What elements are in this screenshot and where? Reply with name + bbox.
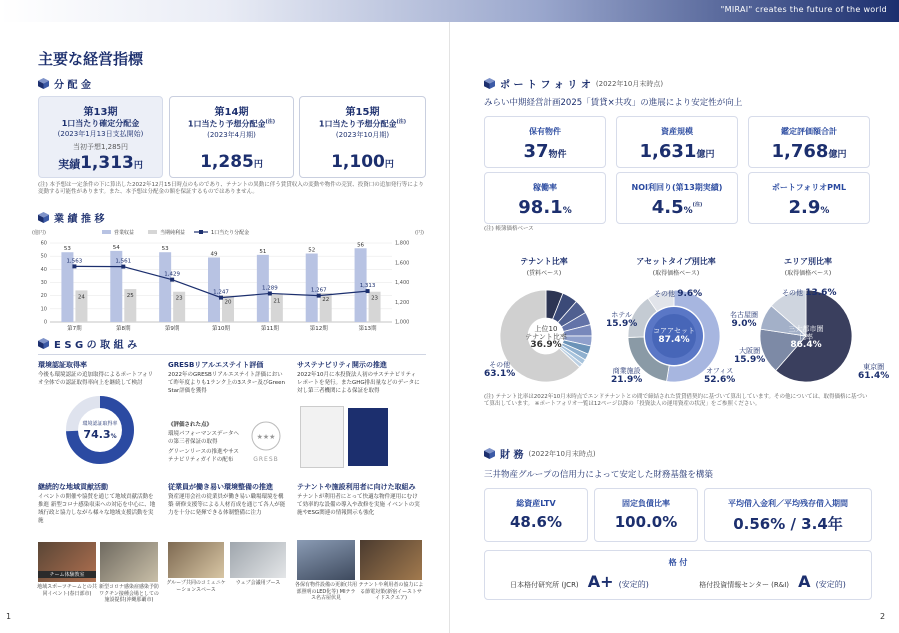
portfolio-heading <box>484 76 663 91</box>
kpi-ltv <box>484 488 588 542</box>
pie-label-name: その他 <box>489 361 511 369</box>
pie-center-l2: テナント比率 <box>525 332 567 341</box>
header-band <box>0 0 899 22</box>
legend-label-dps: 1口当たり分配金 <box>211 230 250 236</box>
page-number-left: 1 <box>6 612 12 621</box>
pie-label-name: オフィス <box>706 367 734 375</box>
card-prefix: 実績 <box>58 158 81 171</box>
right-tick-label: 1,200 <box>395 299 410 306</box>
bar-revenue-label: 51 <box>259 248 267 255</box>
pie-label-name: その他 <box>782 289 803 297</box>
dps-marker <box>317 294 321 298</box>
pie-center-value: 87.4% <box>658 334 690 345</box>
svg-text:74.3% <box>83 428 116 441</box>
bar-revenue-label: 54 <box>112 244 120 251</box>
kpi-value: 1,631 <box>639 141 697 162</box>
kpi-unit: 物件 <box>548 150 567 160</box>
photo-web-booth <box>230 542 286 578</box>
esg-subitem-2b: グリーンリースの推進やサステナビリティガイドの配布 <box>168 449 239 463</box>
pie-label-value: 63.1% <box>484 368 516 379</box>
dps-label: 1,247 <box>213 289 229 296</box>
left-tick-label: 20 <box>40 293 47 300</box>
kpi-asset-size <box>616 116 738 168</box>
kpi-unit: 億円 <box>696 150 715 160</box>
portfolio-as-of: (2022年10月末時点) <box>595 79 664 88</box>
legend-label-net-income: 当期純利益 <box>160 230 186 236</box>
cube-icon <box>484 78 495 89</box>
category-label: 第8期 <box>116 326 131 332</box>
dps-label: 1,429 <box>164 271 181 278</box>
pie-center-value: 36.9% <box>530 340 562 351</box>
dps-marker <box>72 264 76 268</box>
performance-heading <box>38 210 104 225</box>
esg-title-5: 従業員が働き易い環境整備の推進 <box>168 483 273 491</box>
finance-as-of: (2022年10月末時点) <box>528 449 596 458</box>
left-tick-label: 10 <box>40 306 47 313</box>
kpi-label: 稼働率 <box>533 183 557 192</box>
dps-marker <box>268 291 272 295</box>
pie-label-name: 大阪圏 <box>739 347 761 355</box>
dividend-note: (注) 本予想は一定条件の下に算出した2022年12月15日時点のものであり、テナントの異動に伴う賃貸収入の変動や物件の売買、投資口の追加発行等により変動する可能性があります。また、本予想は分配金の額を保証するものではありません。 <box>38 182 424 196</box>
rating-box <box>484 550 872 600</box>
pie-label-asset-other <box>654 290 702 300</box>
dividend-card-13 <box>38 96 163 178</box>
photo-vaccination <box>100 542 158 582</box>
right-tick-label: 1,400 <box>395 280 410 286</box>
dps-marker <box>170 278 174 282</box>
left-tick-label: 40 <box>40 266 47 273</box>
esg-heading <box>38 336 137 351</box>
pie-title-asset: アセットタイプ別比率 <box>636 257 716 266</box>
esg-heading-text: E S G の 取 組 み <box>54 340 138 351</box>
rating-title: 格 付 <box>668 558 688 567</box>
kpi-label: 資産規模 <box>661 127 693 136</box>
kpi-value: 100.0% <box>614 513 678 531</box>
dps-label: 1,561 <box>115 258 132 265</box>
pie-center-asset <box>651 328 697 346</box>
caption-5b: ウェブ会議用ブース <box>235 580 281 586</box>
esg-body-3: 2022年10月に本投資法人初のサステナビリティレポートを発行。またGHG排出量などのデータに対し第三者機関による保証を取得 <box>297 372 420 394</box>
pie-label-name: その他 <box>654 290 675 298</box>
pie-label-retail <box>611 368 642 386</box>
kpi-appraisal-value <box>748 116 870 168</box>
esg-body-5: 資産運用会社の従業員が働き易い職場環境を構築 研修支援等による人材育成を通じて各人が能力を十分に発揮できる体制整備に注力 <box>168 494 286 516</box>
left-tick-label: 50 <box>40 253 47 260</box>
pie-center-l2: 比率 <box>799 332 813 341</box>
dps-label: 1,289 <box>261 285 278 292</box>
bar-net-income-label: 25 <box>126 293 134 300</box>
card-label: 1口当たり予想分配金 <box>187 119 266 129</box>
card-period: 第15期 <box>345 107 380 118</box>
card-date: (2023年4月期) <box>207 130 256 139</box>
pie-label-name: 商業施設 <box>612 367 641 375</box>
pie-label-value: 15.9% <box>606 318 638 329</box>
rating-agency: 格付投資情報センター (R&I) <box>699 581 790 589</box>
card-sup: (注) <box>265 119 276 125</box>
kpi-unit: 億円 <box>828 150 847 160</box>
dividend-card-15 <box>299 96 426 178</box>
pie-sub-asset: (取得価格ベース) <box>652 270 700 277</box>
portfolio-subhead: みらい中期経営計画2025「賃貸×共攻」の進展により安定性が向上 <box>484 98 743 108</box>
pie-label-name: 名古屋圏 <box>730 311 758 319</box>
right-tick-label: 1,000 <box>395 319 410 326</box>
chart-grid <box>50 243 392 322</box>
card-period: 第14期 <box>214 107 249 118</box>
legend-label-revenue: 営業収益 <box>114 230 135 236</box>
cube-icon <box>38 212 49 223</box>
esg-body-2: 2022年のGRESBリアルエステイト評価において昨年度よりも1ランク上の3スター及びGreen Star評価を獲得 <box>168 372 286 394</box>
esg-title-1: 環境認証取得率 <box>38 361 87 369</box>
dps-marker <box>121 265 125 269</box>
pie-label-tokyo <box>858 364 889 382</box>
rating-grade: A <box>798 572 811 591</box>
caption-5a: グループ共同のコミュニケーションスペース <box>166 580 226 593</box>
caption-4a: 地域スポーツチームとの共同イベント(春日部市) <box>37 584 97 597</box>
pie-label-value: 21.9% <box>611 374 643 385</box>
rating-outlook: (安定的) <box>815 580 846 589</box>
category-label: 第11期 <box>260 326 279 332</box>
kpi-label: 鑑定評価額合計 <box>781 127 837 136</box>
kpi-value: 37 <box>523 141 549 162</box>
pie-label-value: 52.6% <box>704 374 736 385</box>
esg-body-6: テナントが利用者にとって快適な物件運用にむけて効率的な設備の導入や改修を実施 イベントの実施やESG関連の情報開示も強化 <box>297 494 420 516</box>
card-value: 1,100 <box>331 151 385 172</box>
finance-heading <box>484 446 596 461</box>
category-label: 第7期 <box>67 326 82 332</box>
left-unit: (億円) <box>32 230 46 236</box>
performance-chart <box>30 226 430 332</box>
page-title: 主要な経営指標 <box>38 50 144 68</box>
cube-icon <box>38 338 49 349</box>
right-tick-label: 1,800 <box>395 240 410 247</box>
rating-agency: 日本格付研究所 (JCR) <box>510 581 579 589</box>
pie-center-l1: 三大都市圏 <box>788 325 824 333</box>
kpi-properties <box>484 116 606 168</box>
page-number-right: 2 <box>880 612 886 621</box>
card-sup: (注) <box>396 119 407 125</box>
bar-net-income-label: 23 <box>175 295 183 302</box>
bar-revenue <box>159 252 171 322</box>
bar-revenue-label: 56 <box>357 242 365 249</box>
report-document-image <box>300 406 344 468</box>
esg-title-4: 継続的な地域貢献活動 <box>38 483 108 491</box>
card-value: 1,313 <box>80 153 134 173</box>
kpi-note: (注) 帳簿価格ベース <box>484 226 534 232</box>
kpi-label: NOI利回り(第13期実績) <box>631 183 723 192</box>
pie-center-tenant <box>523 326 569 351</box>
photo-building <box>297 540 355 580</box>
gresb-logo-text: GRESB <box>253 456 279 463</box>
dps-marker <box>219 296 223 300</box>
esg-body-1: 今後も環境認証の追加取得によるポートフォリオ全体での認証取得率向上を継続して検討 <box>38 372 154 386</box>
kpi-unit: % <box>562 206 572 216</box>
pie-center-area <box>778 326 834 351</box>
right-unit: (円) <box>415 230 424 236</box>
pie-label-value: 61.4% <box>858 370 890 381</box>
pie-center-l1: コアアセット <box>653 327 695 335</box>
kpi-value: 1,768 <box>771 141 829 162</box>
kpi-value: 2.9 <box>788 197 821 218</box>
kpi-value: 48.6% <box>509 513 563 531</box>
rating-ri <box>699 572 846 591</box>
kpi-noi-yield <box>616 172 738 224</box>
card-unit: 円 <box>133 161 143 171</box>
category-label: 第9期 <box>164 326 180 332</box>
pie-label-area-other <box>782 289 836 299</box>
dps-label: 1,267 <box>310 287 327 294</box>
esg-subitem-2a: 環境パフォーマンスデータへの第三者保証の取得 <box>168 431 239 445</box>
gresb-stars-icon <box>244 420 288 452</box>
pie-label-name: 東京圏 <box>863 363 885 371</box>
finance-subhead: 三井物産グループの信用力によって安定した財務基盤を構築 <box>484 470 713 480</box>
svg-text:★★★: ★★★ <box>256 433 276 441</box>
bar-net-income-label: 24 <box>77 294 85 301</box>
rating-jcr <box>510 572 649 591</box>
caption-4b: 新型コロナ感染症感染予防ワクチン接種会場としての施設提供(沖縄那覇市) <box>98 584 159 603</box>
dividend-heading-text: 分 配 金 <box>54 80 91 91</box>
card-value: 1,285 <box>200 151 254 172</box>
performance-heading-text: 業 績 推 移 <box>54 214 105 225</box>
bar-revenue-label: 52 <box>308 247 316 254</box>
pie-label-office <box>704 368 735 386</box>
pie-label-nagoya <box>730 312 758 330</box>
card-date: (2023年10月期) <box>335 130 390 139</box>
pie-other-tenant <box>484 362 515 380</box>
kpi-value: 98.1 <box>518 197 563 218</box>
portfolio-heading-text: ポ ー ト フ ォ リ オ <box>500 80 591 91</box>
pie-label-value: 13.6% <box>805 288 837 298</box>
donut-unit: % <box>110 433 117 440</box>
kpi-label: ポートフォリオPML <box>771 183 847 192</box>
pie-sub-area: (取得価格ベース) <box>784 270 832 277</box>
gresb-logo <box>244 420 288 464</box>
kpi-sup: (注) <box>692 202 703 208</box>
left-tick-label: 60 <box>40 240 47 247</box>
page-divider <box>449 22 450 633</box>
kpi-occupancy <box>484 172 606 224</box>
tagline: "MIRAI" creates the future of the world <box>720 5 887 14</box>
esg-title-2: GRESBリアルエステイト評価 <box>168 361 264 369</box>
category-label: 第13期 <box>358 326 377 332</box>
chart-bars <box>61 248 380 322</box>
left-tick-label: 0 <box>43 319 47 326</box>
kpi-value: 0.56% / 3.4年 <box>733 515 843 533</box>
pie-title-area: エリア別比率 <box>784 257 832 266</box>
report-cover-image <box>348 408 388 466</box>
bar-revenue-label: 53 <box>63 246 71 253</box>
card-unit: 円 <box>384 159 394 170</box>
donut-value: 74.3 <box>83 428 111 441</box>
esg-title-6: テナントや施設利用者に向けた取組み <box>297 483 416 491</box>
cube-icon <box>38 78 49 89</box>
bar-revenue-label: 53 <box>161 246 169 253</box>
esg-donut <box>64 394 136 466</box>
pie-note: (注) テナント比率は2022年10月末時点でエンドテナントとの間で締結された賃貸借契約に基づいて算出しています。その他については、取得価格に基づいて算出しています。 ※ポートフォリオ一覧は12ページ以降の「投資法人の運用資産の状況」をご参照ください。 <box>484 394 868 408</box>
kpi-fixed-rate <box>594 488 698 542</box>
right-tick-label: 1,600 <box>395 260 410 267</box>
rating-grade: A+ <box>587 572 614 591</box>
photo-sports-event <box>38 542 96 582</box>
card-unit: 円 <box>253 159 263 170</box>
dps-label: 1,563 <box>66 258 83 265</box>
legend-swatch-net-income <box>148 230 157 234</box>
category-label: 第12期 <box>309 326 328 332</box>
photo-energy-saving <box>360 540 422 580</box>
left-tick-label: 30 <box>40 280 47 286</box>
photo-banner-text: チーム体験教室 <box>38 571 96 578</box>
rating-outlook: (安定的) <box>618 580 649 589</box>
donut-label: 環境認証取得率 <box>82 421 118 427</box>
pie-center-value: 86.4% <box>790 340 822 351</box>
kpi-label: 保有物件 <box>529 127 561 136</box>
legend-marker-dps <box>199 230 203 234</box>
dps-label: 1,313 <box>359 283 376 290</box>
dividend-card-14 <box>169 96 294 178</box>
bar-net-income-label: 20 <box>224 299 232 306</box>
bar-net-income-label: 22 <box>322 297 330 304</box>
cube-icon <box>484 448 495 459</box>
pie-label-value: 9.6% <box>677 289 703 299</box>
kpi-interest-duration <box>704 488 872 542</box>
bar-net-income-label: 23 <box>371 295 379 302</box>
esg-subhead-2: 《評価された点》 <box>168 422 213 428</box>
card-date: (2023年1月13日支払開始) <box>57 130 144 138</box>
kpi-label: 総資産LTV <box>516 499 556 508</box>
pie-label-value: 15.9% <box>734 354 766 365</box>
bar-revenue-label: 49 <box>210 251 218 258</box>
pie-title-tenant: テナント比率 <box>520 257 568 266</box>
kpi-label: 平均借入金利／平均残存借入期間 <box>728 499 848 508</box>
category-label: 第10期 <box>212 326 230 332</box>
pie-sub-tenant: (賃料ベース) <box>526 270 562 277</box>
bar-net-income-label: 21 <box>273 298 281 305</box>
pie-label-value: 9.0% <box>731 318 757 329</box>
caption-6a: 各保有物件設備の更新(共用部照明のLED化等) MIテラス名古屋伏見 <box>295 582 357 601</box>
kpi-unit: % <box>683 206 693 216</box>
dividend-heading <box>38 76 91 91</box>
dps-marker <box>366 289 370 293</box>
card-label: 1口当たり確定分配金 <box>61 119 140 128</box>
pie-center-l1: 上位10 <box>534 325 558 333</box>
finance-heading-text: 財 務 <box>500 450 524 461</box>
card-period: 第13期 <box>83 107 118 118</box>
card-forecast: 当初予想1,285円 <box>72 143 129 151</box>
kpi-label: 固定負債比率 <box>622 499 670 508</box>
esg-title-3: サステナビリティ開示の推進 <box>297 361 387 369</box>
pie-label-hotel <box>606 312 637 330</box>
legend-swatch-revenue <box>102 230 111 234</box>
pie-label-osaka <box>734 348 765 366</box>
kpi-pml <box>748 172 870 224</box>
photo-communication-space <box>168 542 224 578</box>
kpi-unit: % <box>820 206 830 216</box>
esg-body-4: イベントの開催や協賛を通じて地域貢献活動を推進 新型コロナ感染収束への対応を中心に、地域行政と協力しながら様々な地域支援活動を実施 <box>38 494 156 524</box>
pie-label-name: ホテル <box>611 311 632 319</box>
caption-6b: テナントや利用者の協力による節電対策(新宿イーストサイドスクエア) <box>358 582 424 601</box>
card-label: 1口当たり予想分配金 <box>318 119 397 129</box>
kpi-value: 4.5 <box>651 197 684 218</box>
esg-rule <box>38 354 426 355</box>
